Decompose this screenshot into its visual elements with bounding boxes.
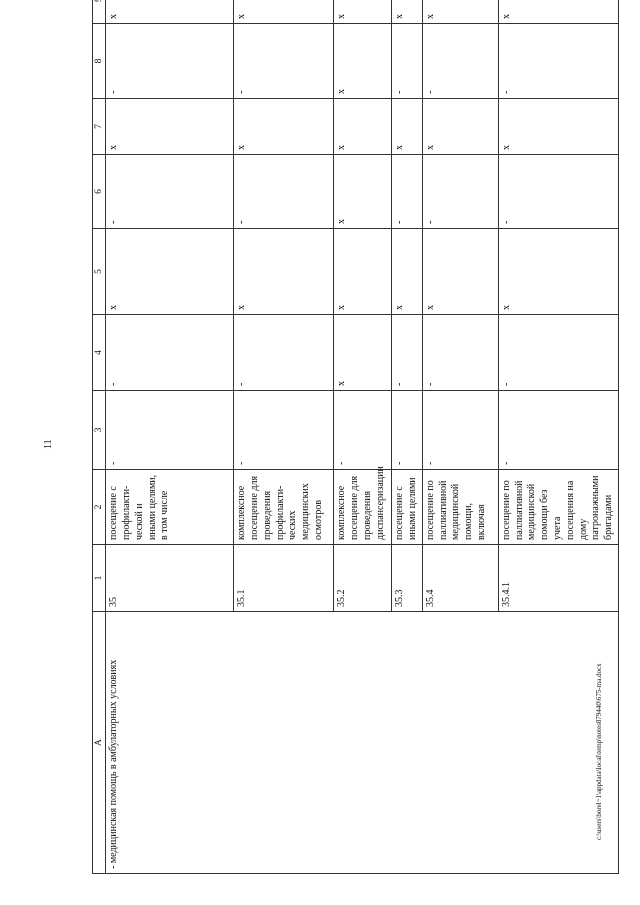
header-col-4: 4 [93,315,106,391]
row-number: 35.2 [334,545,392,612]
cell-4: - [234,315,334,391]
row-number: 35.4.1 [498,545,618,612]
cell-3: - [106,391,234,470]
row-name: посещение с иными целями [392,470,423,545]
cell-6: - [392,155,423,229]
cell-4: х [334,315,392,391]
row-name: посещение по паллиативной медицинской помощи без учета посещения на дому патронажными бригадами [498,470,618,545]
cell-6: - [234,155,334,229]
cell-9: х [234,0,334,24]
cell-8: - [392,24,423,99]
cell-5: х [498,229,618,315]
cell-6: - [498,155,618,229]
cell-8: - [234,24,334,99]
cell-9: х [498,0,618,24]
cell-4: - [422,315,498,391]
cell-7: х [392,99,423,155]
cell-5: х [392,229,423,315]
cell-8: - [422,24,498,99]
cell-7: х [498,99,618,155]
row-name: посещение с профилакти-ческой и иными целями, в том числе [106,470,234,545]
row-name: комплексное посещение для проведения профилакти-ческих медицинских осмотров [234,470,334,545]
cell-4: - [392,315,423,391]
cell-9: х [334,0,392,24]
cell-3: - [392,391,423,470]
footer-file-path: c:\users\borel~1\appdata\local\temp\notes879440\675-ma.docx [595,663,603,840]
cell-8: - [498,24,618,99]
cell-5: х [422,229,498,315]
cell-6: - [106,155,234,229]
section-label: - медицинская помощь в амбулаторных условиях [106,612,619,874]
cell-7: х [106,99,234,155]
header-col-2: 2 [93,470,106,545]
row-name: посещение по паллиативной медицинской помощи, включая [422,470,498,545]
header-col-5: 5 [93,229,106,315]
header-col-8: 8 [93,24,106,99]
header-col-6: 6 [93,155,106,229]
cell-8: - [106,24,234,99]
data-table [92,0,619,874]
header-col-3: 3 [93,391,106,470]
cell-3: - [422,391,498,470]
cell-5: х [106,229,234,315]
cell-6: х [334,155,392,229]
cell-8: х [334,24,392,99]
row-number: 35.1 [234,545,334,612]
cell-3: - [234,391,334,470]
cell-6: - [422,155,498,229]
row-name: комплексное посещение для проведения диспансеризации [334,470,392,545]
cell-3: - [334,391,392,470]
cell-7: х [334,99,392,155]
header-col-9 [93,0,106,24]
cell-9: х [392,0,423,24]
cell-4: - [106,315,234,391]
cell-5: х [234,229,334,315]
header-col-7: 7 [93,99,106,155]
header-row [93,0,106,874]
row-number: 35.4 [422,545,498,612]
cell-9: х [106,0,234,24]
table-row [106,0,234,874]
page-number: 11 [43,439,54,449]
cell-4: - [498,315,618,391]
row-number: 35 [106,545,234,612]
cell-9: х [422,0,498,24]
cell-7: х [234,99,334,155]
cell-3: - [498,391,618,470]
cell-5: х [334,229,392,315]
header-col-a: А [93,612,106,874]
row-number: 35.3 [392,545,423,612]
header-col-1: 1 [93,545,106,612]
cell-7: х [422,99,498,155]
